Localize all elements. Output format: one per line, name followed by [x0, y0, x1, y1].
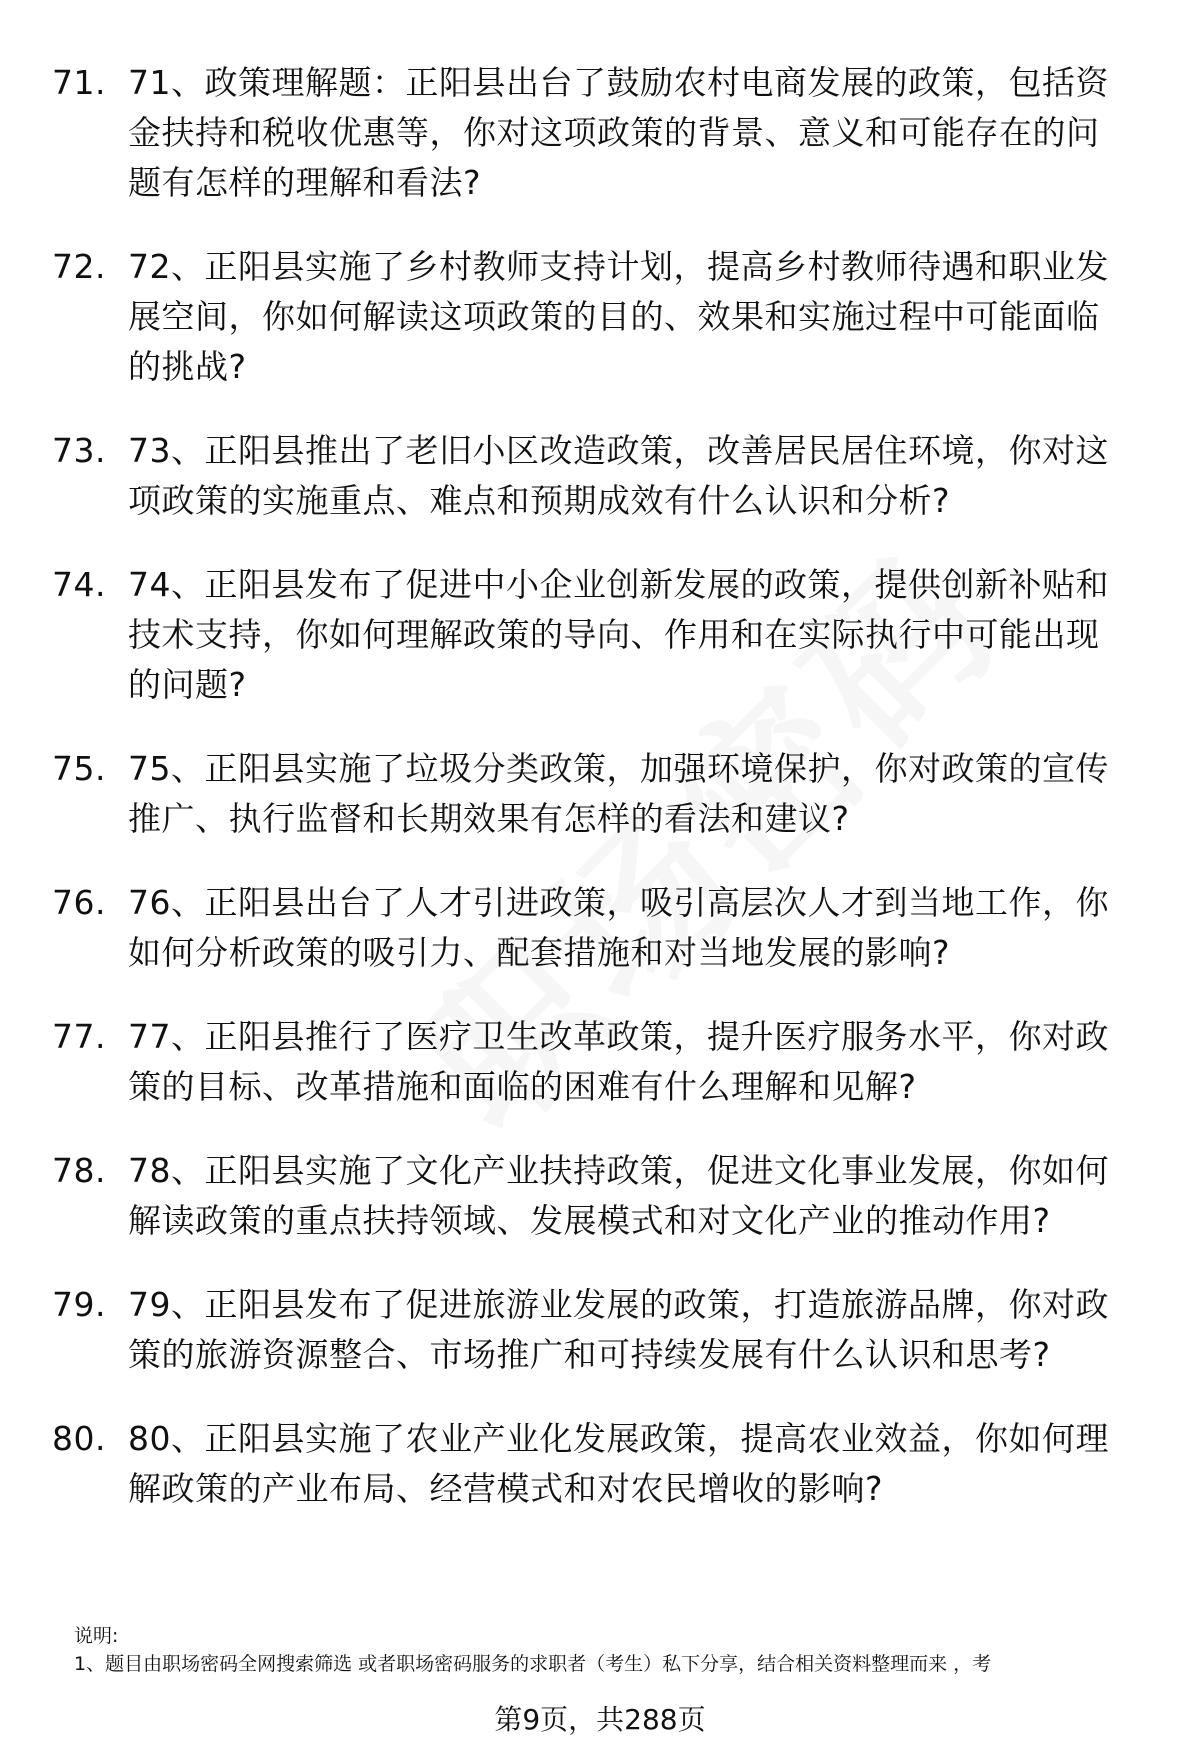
notes-section — [74, 1622, 1184, 1678]
question-text: 77、正阳县推行了医疗卫生改革政策，提升医疗服务水平，你对政策的目标、改革措施和面临的困难有什么理解和见解? — [128, 1017, 1109, 1106]
notes-line: 1、题目由职场密码全网搜索筛选 或者职场密码服务的求职者（考生）私下分享，结合相关资料整理而来 ，考 — [74, 1653, 992, 1675]
question-number: 75. — [52, 749, 106, 788]
question-77 — [0, 1012, 1200, 1112]
question-number: 79. — [52, 1285, 106, 1324]
question-text: 80、正阳县实施了农业产业化发展政策，提高农业效益，你如何理解政策的产业布局、经营模式和对农民增收的影响? — [128, 1419, 1109, 1508]
question-number: 73. — [52, 431, 106, 470]
question-text: 72、正阳县实施了乡村教师支持计划，提高乡村教师待遇和职业发展空间，你如何解读这项政策的目的、效果和实施过程中可能面临的挑战? — [128, 247, 1109, 386]
question-71 — [0, 58, 1200, 208]
question-number: 74. — [52, 565, 106, 604]
question-number: 78. — [52, 1151, 106, 1190]
notes-heading: 说明: — [74, 1625, 119, 1647]
question-number: 80. — [52, 1419, 106, 1458]
question-number: 72. — [52, 247, 106, 286]
question-number: 71. — [52, 63, 106, 102]
question-text: 71、政策理解题：正阳县出台了鼓励农村电商发展的政策，包括资金扶持和税收优惠等，你对这项政策的背景、意义和可能存在的问题有怎样的理解和看法? — [128, 63, 1109, 202]
question-list — [0, 58, 1200, 1548]
question-79 — [0, 1280, 1200, 1380]
question-text: 79、正阳县发布了促进旅游业发展的政策，打造旅游品牌，你对政策的旅游资源整合、市场推广和可持续发展有什么认识和思考? — [128, 1285, 1109, 1374]
question-number: 76. — [52, 883, 106, 922]
question-text: 74、正阳县发布了促进中小企业创新发展的政策，提供创新补贴和技术支持，你如何理解政策的导向、作用和在实际执行中可能出现的问题? — [128, 565, 1109, 704]
question-text: 73、正阳县推出了老旧小区改造政策，改善居民居住环境，你对这项政策的实施重点、难点和预期成效有什么认识和分析? — [128, 431, 1109, 520]
question-78 — [0, 1146, 1200, 1246]
question-73 — [0, 426, 1200, 526]
question-74 — [0, 560, 1200, 710]
question-76 — [0, 878, 1200, 978]
question-number: 77. — [52, 1017, 106, 1056]
question-80 — [0, 1414, 1200, 1514]
page-number: 第9页，共288页 — [494, 1703, 706, 1736]
question-text: 76、正阳县出台了人才引进政策，吸引高层次人才到当地工作，你如何分析政策的吸引力、配套措施和对当地发展的影响? — [128, 883, 1109, 972]
question-72 — [0, 242, 1200, 392]
question-text: 75、正阳县实施了垃圾分类政策，加强环境保护，你对政策的宣传推广、执行监督和长期效果有怎样的看法和建议? — [128, 749, 1109, 838]
question-text: 78、正阳县实施了文化产业扶持政策，促进文化事业发展，你如何解读政策的重点扶持领域、发展模式和对文化产业的推动作用? — [128, 1151, 1109, 1240]
question-75 — [0, 744, 1200, 844]
